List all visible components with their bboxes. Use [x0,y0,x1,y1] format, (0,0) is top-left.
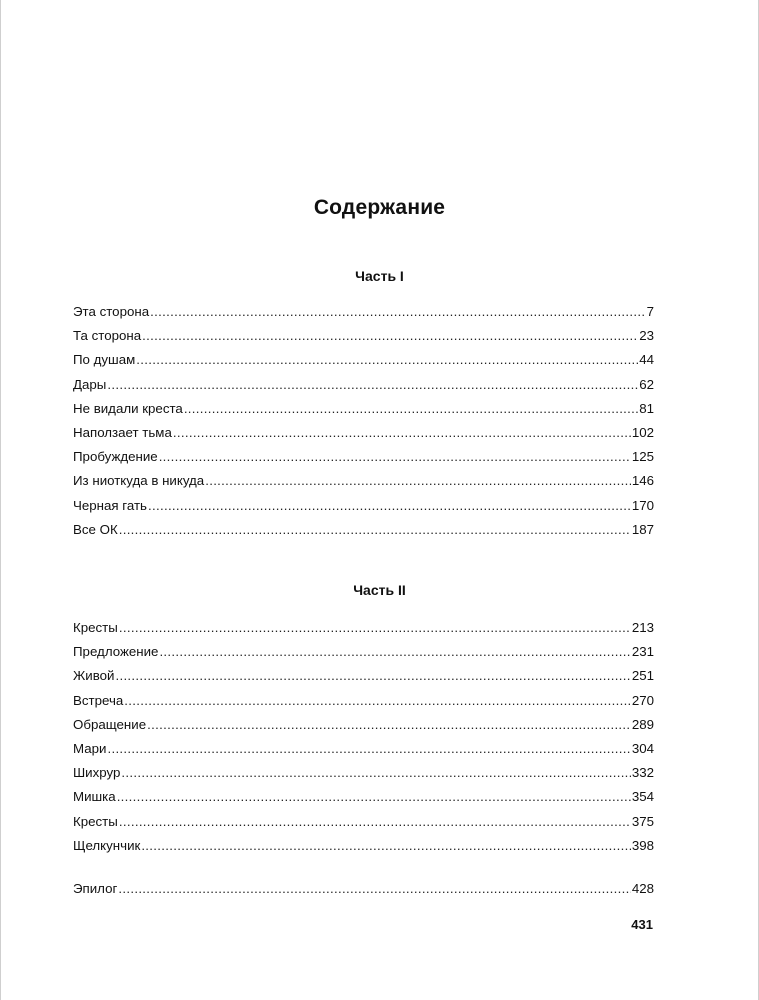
toc-entry[interactable] [73,689,654,713]
toc-entry-title: Эпилог [73,881,118,896]
toc-entry-title: Не видали креста [73,400,183,416]
toc-entry-page: 62 [639,376,654,392]
toc-entry-title: Все ОК [73,521,118,537]
toc-entry-title: Предложение [73,644,159,660]
part-1-heading: Часть I [355,268,404,284]
toc-entry-page: 125 [631,449,654,465]
toc-entry-title: Дары [73,376,107,392]
toc-entry[interactable] [73,785,654,809]
toc-entry-title: Живой [73,668,115,684]
toc-entry-title: Обращение [73,716,147,732]
part-2-heading: Часть II [353,582,406,598]
dot-leader [142,324,638,348]
toc-entry-title: Черная гать [73,497,147,513]
toc-entry[interactable] [73,494,654,518]
dot-leader [118,877,630,901]
toc-entry-epilogue[interactable] [73,877,654,901]
toc-entry[interactable] [73,445,654,469]
toc-entry-page: 270 [631,692,654,708]
toc-entry-page: 304 [631,740,654,756]
dot-leader [107,373,638,397]
toc-entry[interactable] [73,469,654,493]
dot-leader [205,469,631,493]
toc-entry[interactable] [73,737,654,761]
toc-entry-page: 332 [631,765,654,781]
toc-entry-page: 187 [631,521,654,537]
toc-entry[interactable] [73,518,654,542]
toc-entry[interactable] [73,834,654,858]
toc-entry[interactable] [73,397,654,421]
toc-entry-page: 23 [639,328,654,344]
toc-entry-page: 251 [631,668,654,684]
dot-leader [124,689,631,713]
toc-entry[interactable] [73,664,654,688]
toc-entry-page: 213 [631,620,654,635]
toc-entry-title: Эта сторона [73,304,150,319]
dot-leader [136,348,638,372]
dot-leader [159,445,631,469]
toc-entry-title: Кресты [73,813,118,829]
toc-entry-title: Мари [73,740,107,756]
toc-entry[interactable] [73,300,654,324]
toc-entry-title: Шихрур [73,765,121,781]
toc-entry[interactable] [73,373,654,397]
toc-entry[interactable] [73,324,654,348]
dot-leader [121,761,630,785]
toc-entry-page: 170 [631,497,654,513]
part-2-toc-list [73,616,654,858]
toc-entry[interactable] [73,761,654,785]
toc-entry-title: Пробуждение [73,449,158,465]
toc-entry-title: Мишка [73,789,116,805]
dot-leader [115,664,630,688]
dot-leader [159,640,630,664]
dot-leader [107,737,630,761]
toc-entry-title: Наползает тьма [73,424,172,440]
dot-leader [173,421,631,445]
toc-entry-page: 375 [631,813,654,829]
dot-leader [150,300,645,324]
toc-entry-title: По душам [73,352,136,368]
toc-entry-title: Щелкунчик [73,837,141,853]
toc-entry[interactable] [73,713,654,737]
toc-entry[interactable] [73,810,654,834]
dot-leader [147,713,631,737]
toc-entry-page: 398 [631,837,654,853]
dot-leader [119,616,631,640]
dot-leader [184,397,638,421]
toc-entry-page: 81 [639,400,654,416]
toc-entry[interactable] [73,421,654,445]
toc-entry-title: Кресты [73,620,118,635]
toc-entry-title: Из ниоткуда в никуда [73,473,205,489]
toc-entry-page: 354 [631,789,654,805]
toc-entry-page: 146 [631,473,654,489]
toc-entry[interactable] [73,640,654,664]
epilogue-toc-list [73,877,654,901]
toc-entry-title: Встреча [73,692,124,708]
toc-entry-page: 428 [631,881,654,896]
toc-entry-page: 289 [631,716,654,732]
toc-entry-title: Та сторона [73,328,142,344]
dot-leader [119,518,631,542]
toc-entry[interactable] [73,348,654,372]
toc-entry-page: 44 [639,352,654,368]
part-1-toc-list [73,300,654,542]
toc-entry[interactable] [73,616,654,640]
dot-leader [117,785,631,809]
toc-entry-page: 231 [631,644,654,660]
toc-entry-page: 7 [646,304,654,319]
dot-leader [119,810,631,834]
dot-leader [148,494,631,518]
page-number: 431 [631,917,653,932]
page-title: Содержание [313,196,446,219]
toc-entry-page: 102 [631,424,654,440]
dot-leader [141,834,631,858]
